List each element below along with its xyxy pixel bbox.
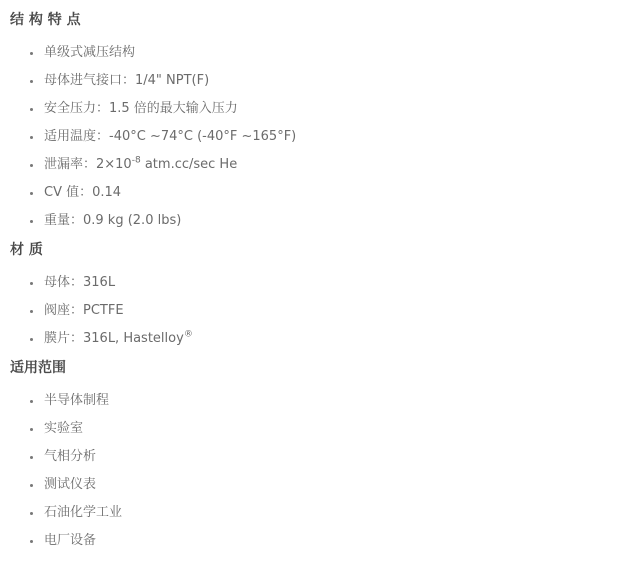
list-item (10, 74, 626, 88)
list-item-text: 重量：0.9 kg (2.0 lbs) (44, 213, 182, 228)
structural-features-list (10, 46, 626, 228)
list-item-text: 半导体制程 (44, 393, 110, 408)
list-item (10, 506, 626, 520)
material-list (10, 276, 626, 346)
list-item (10, 394, 626, 408)
list-item-text: 适用温度：-40°C ~74°C (-40°F ~165°F) (44, 129, 297, 144)
list-item (10, 155, 626, 172)
bullet-icon (30, 220, 33, 223)
section-heading-material: 材 质 (10, 242, 43, 258)
list-item (10, 534, 626, 548)
bullet-icon (30, 484, 33, 487)
list-item (10, 450, 626, 464)
list-item-text: 母体进气接口：1/4" NPT(F) (44, 73, 210, 88)
list-item-text: 膜片：316L, Hastelloy® (44, 329, 193, 346)
list-item-text: 测试仪表 (44, 477, 97, 492)
bullet-icon (30, 310, 33, 313)
list-item-text: 泄漏率：$2\times 10^{-8}$ atm.cc/sec He (44, 155, 238, 172)
bullet-icon (30, 80, 33, 83)
bullet-icon (30, 540, 33, 543)
applications-list (10, 394, 626, 548)
bullet-icon (30, 164, 33, 167)
section-heading-structural-features: 结 构 特 点 (10, 12, 81, 28)
section-structural-features (10, 12, 626, 228)
list-item (10, 186, 626, 200)
list-item (10, 304, 626, 318)
list-item (10, 214, 626, 228)
list-item-text: 安全压力：1.5 倍的最大输入压力 (44, 101, 238, 116)
list-item (10, 276, 626, 290)
list-item (10, 329, 626, 346)
list-item (10, 422, 626, 436)
bullet-icon (30, 512, 33, 515)
bullet-icon (30, 136, 33, 139)
section-applications (10, 360, 626, 548)
list-item-text: 单级式减压结构 (44, 45, 136, 60)
bullet-icon (30, 456, 33, 459)
bullet-icon (30, 282, 33, 285)
bullet-icon (30, 338, 33, 341)
section-heading-applications: 适用范围 (10, 360, 66, 376)
list-item-text: 母体：316L (44, 275, 116, 290)
bullet-icon (30, 108, 33, 111)
list-item-text: CV 值：0.14 (44, 185, 122, 200)
bullet-icon (30, 428, 33, 431)
list-item-text: 实验室 (44, 421, 84, 436)
list-item-text: 石油化学工业 (44, 505, 123, 520)
list-item-text: 气相分析 (44, 449, 97, 464)
section-material (10, 242, 626, 346)
list-item (10, 130, 626, 144)
bullet-icon (30, 192, 33, 195)
bullet-icon (30, 400, 33, 403)
list-item-text: 阀座：PCTFE (44, 303, 124, 318)
list-item (10, 478, 626, 492)
list-item (10, 46, 626, 60)
list-item-text: 电厂设备 (44, 533, 97, 548)
bullet-icon (30, 52, 33, 55)
list-item (10, 102, 626, 116)
